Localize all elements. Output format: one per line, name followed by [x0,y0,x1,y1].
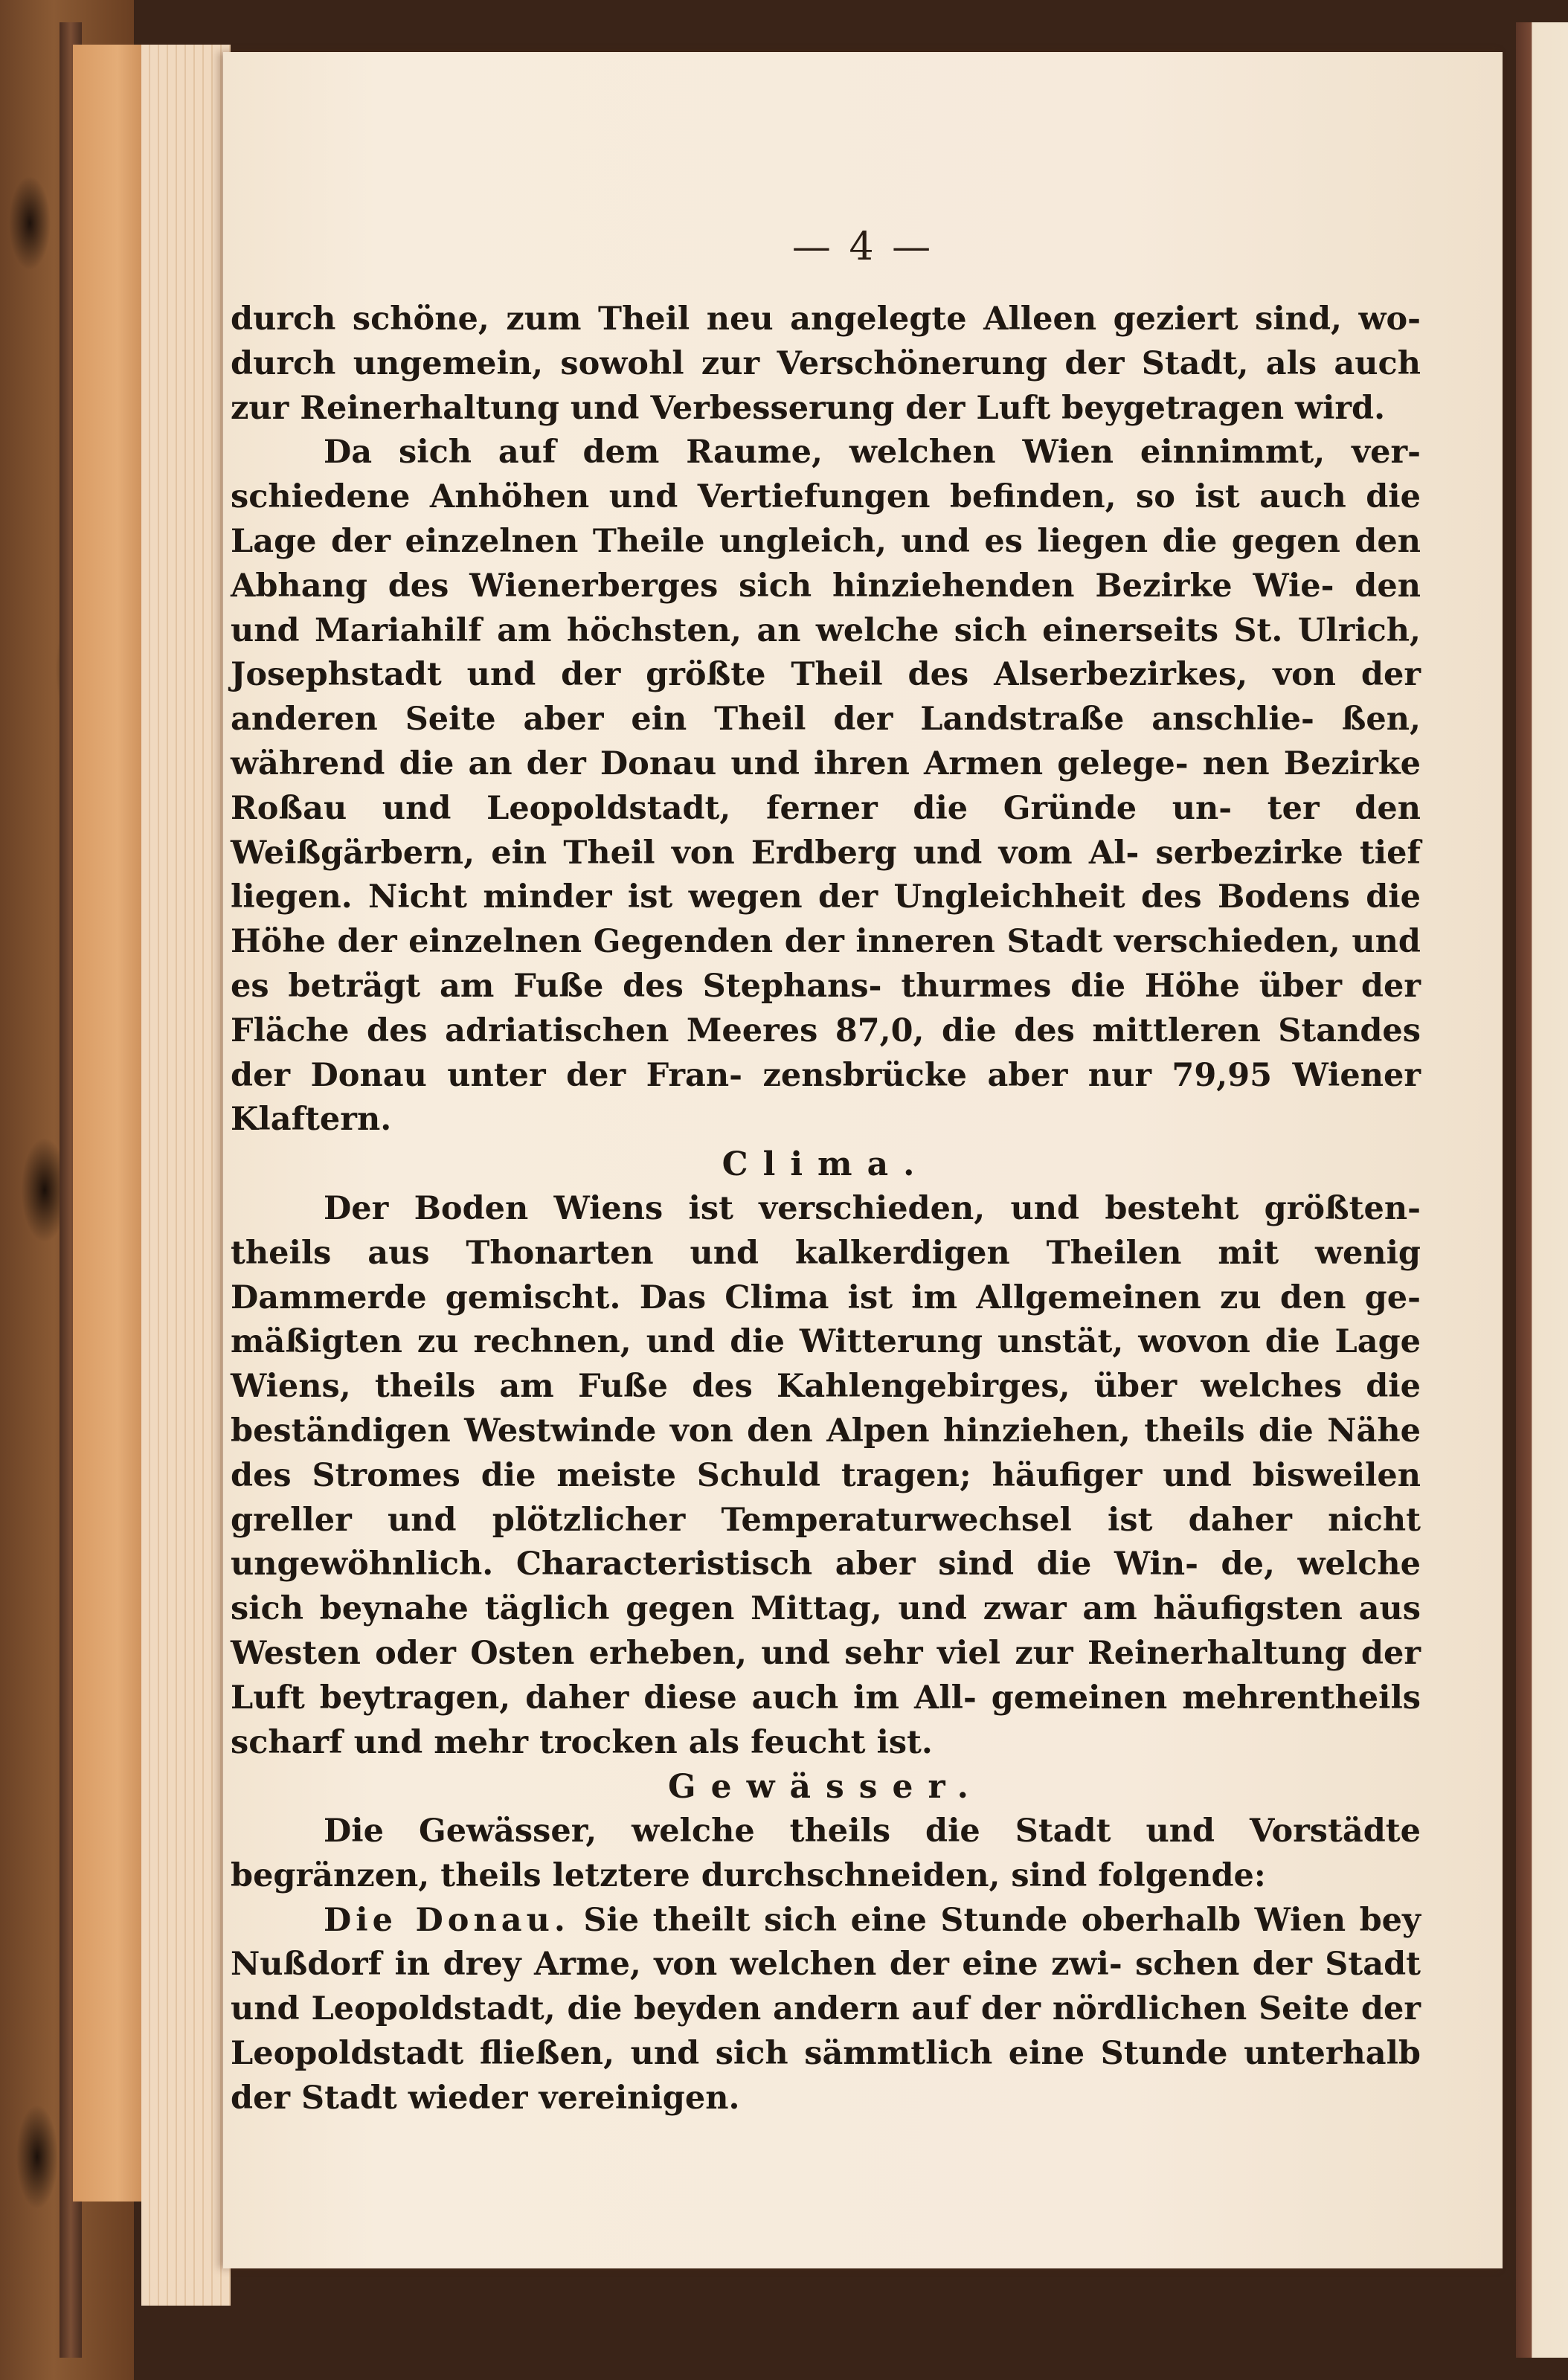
paragraph-waters-intro: Die Gewässer, welche theils die Stadt und Vorstädte begränzen, theils letztere durchschneiden, sind folgende: [231,1813,1421,1894]
page-block-left [73,45,147,2202]
paragraph-avenues: durch schöne, zum Theil neu angelegte Alleen geziert sind, wo- durch ungemein, sowohl zur Verschönerung der Stadt, als auch zur Reinerhaltung und Verbesserung der Luft beygetragen wird. [231,300,1421,427]
donau-lead: Die Donau. [324,1901,570,1939]
heading-clima: Clima. [722,1145,930,1184]
donau-text: Sie theilt sich eine Stunde oberhalb Wien bey Nußdorf in drey Arme, von welchen der eine zwi- schen der Stadt und Leopoldstadt, die beyden andern auf der nördlichen Seite der Leopoldstadt fließen, und sich sämmtlich eine Stunde unterhalb der Stadt wieder vereinigen. [231,1901,1421,2117]
heading-gewaesser: Gewässer. [668,1768,983,1807]
page-stack-edges [141,45,231,2306]
page-number: — 4 — [791,225,934,269]
paragraph-clima: Der Boden Wiens ist verschieden, und besteht größten- theils aus Thonarten und kalkerdigen Theilen mit wenig Dammerde gemischt. Das Clima ist im Allgemeinen zu den ge- mäßigten zu rechnen, und die Witterung unstät, wovon die Lage Wiens, theils am Fuße des Kahlengebirges, über welches die beständigen Westwinde von den Alpen hinziehen, theils die Nähe des Stromes die meiste Schuld tragen; häufiger und bisweilen greller und plötzlicher Temperaturwechsel ist daher nicht ungewöhnlich. Characteristisch aber sind die Win- de, welche sich beynahe täglich gegen Mittag, und zwar am häufigsten aus Westen oder Osten erheben, und sehr viel zur Reinerhaltung der Luft beytragen, daher diese auch im All- gemeinen mehrentheils scharf und mehr trocken als feucht ist. [231,1189,1421,1761]
next-page-edge [1516,22,1568,2358]
paragraph-terrain: Da sich auf dem Raume, welchen Wien einnimmt, ver- schiedene Anhöhen und Vertiefungen befinden, so ist auch die Lage der einzelnen Theile ungleich, und es liegen die gegen den Abhang des Wienerberges sich hinziehenden Bezirke Wie- den und Mariahilf am höchsten, an welche sich einerseits St. Ulrich, Josephstadt und der größte Theil des Alserbezirkes, von der anderen Seite aber ein Theil der Landstraße anschlie- ßen, während die an der Donau und ihren Armen gelege- nen Bezirke Roßau und Leopoldstadt, ferner die Gründe un- ter den Weißgärbern, ein Theil von Erdberg und vom Al- serbezirke tief liegen. Nicht minder ist wegen der Ungleichheit des Bodens die Höhe der einzelnen Gegenden der inneren Stadt verschieden, und es beträgt am Fuße des Stephans- thurmes die Höhe über der Fläche des adriatischen Meeres 87,0, die des mittleren Standes der Donau unter der Fran- zensbrücke aber nur 79,95 Wiener Klaftern. [231,434,1421,1139]
page-text [231,298,1421,2121]
paragraph-donau [231,1899,1421,2121]
